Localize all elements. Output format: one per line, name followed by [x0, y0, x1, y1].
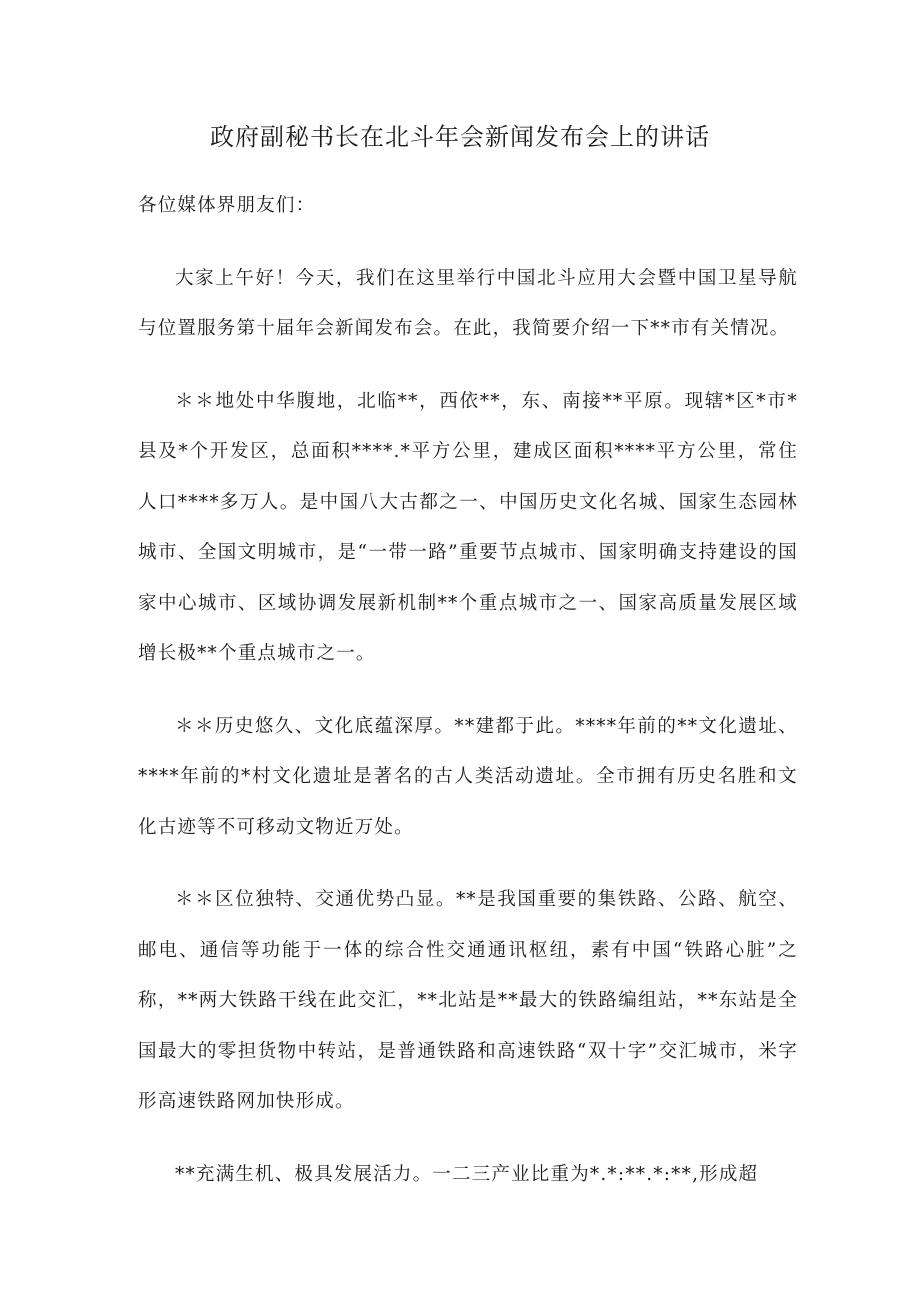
document-body	[138, 181, 798, 1222]
document-title: 政府副秘书长在北斗年会新闻发布会上的讲话	[210, 123, 710, 151]
paragraph-greeting: 大家上午好！今天，我们在这里举行中国北斗应用大会暨中国卫星导航与位置服务第十届年会新闻发布会。在此，我简要介绍一下**市有关情况。	[138, 267, 798, 339]
paragraph-history: ＊＊历史悠久、文化底蕴深厚。**建都于此。****年前的**文化遗址、****年前的*村文化遗址是著名的古人类活动遗址。全市拥有历史名胜和文化古迹等不可移动文物近万处。	[138, 715, 798, 838]
paragraph-transport: ＊＊区位独特、交通优势凸显。**是我国重要的集铁路、公路、航空、邮电、通信等功能于一体的综合性交通通讯枢纽，素有中国“铁路心脏”之称，**两大铁路干线在此交汇，**北站是**最大的铁路编组站，**东站是全国最大的零担货物中转站，是普通铁路和高速铁路“双十字”交汇城市，米字形高速铁路网加快形成。	[138, 889, 798, 1112]
paragraph-economy: **充满生机、极具发展活力。一二三产业比重为*.*:**.*:**,形成超	[175, 1163, 759, 1185]
paragraph-overview: ＊＊地处中华腹地，北临**，西依**，东、南接**平原。现辖*区*市*县及*个开发区，总面积****.*平方公里，建成区面积****平方公里，常住人口****多万人。是中国八大古都之一、中国历史文化名城、国家生态园林城市、全国文明城市，是“一带一路”重要节点城市、国家明确支持建设的国家中心城市、区域协调发展新机制**个重点城市之一、国家高质量发展区域增长极**个重点城市之一。	[138, 390, 798, 664]
salutation: 各位媒体界朋友们：	[138, 195, 316, 216]
